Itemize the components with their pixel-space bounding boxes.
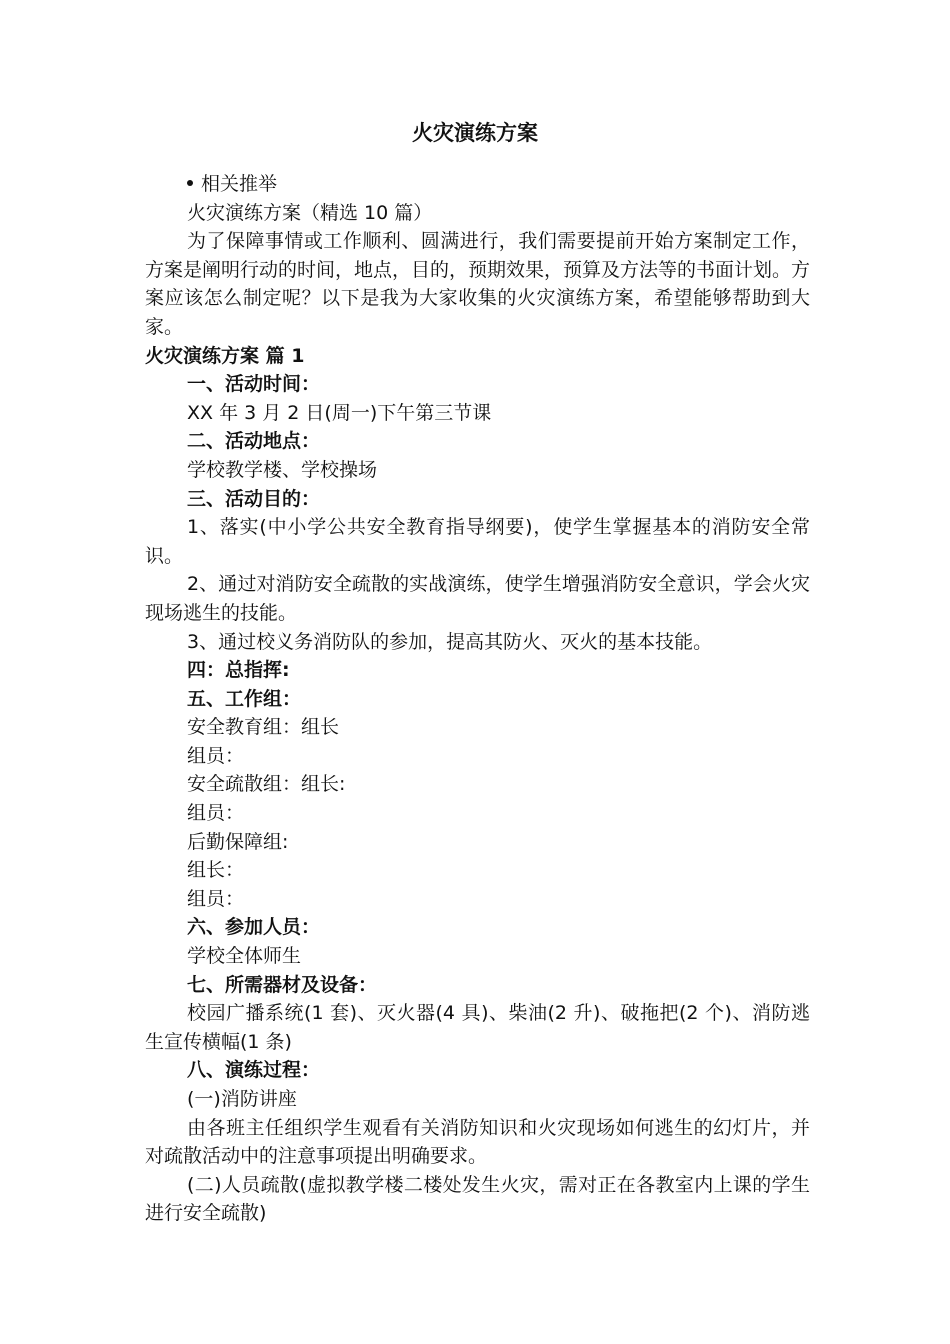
heading-commander: 四：总指挥:: [187, 659, 290, 682]
heading-time: 一、活动时间：: [187, 373, 321, 396]
step-1-title: (一)消防讲座: [187, 1088, 297, 1110]
heading-process: 八、演练过程：: [187, 1059, 321, 1082]
purpose-1: 1、落实(中小学公共安全教育指导纲要)，使学生掌握基本的消防安全常识。: [145, 516, 810, 567]
equipment-list: 校园广播系统(1 套)、灭火器(4 具)、柴油(2 升)、破拖把(2 个)、消防逃生宣传横幅(1 条): [145, 1002, 810, 1053]
step-2-text: (二)人员疏散(虚拟教学楼二楼处发生火灾，需对正在各教室内上课的学生进行安全疏散): [145, 1173, 810, 1225]
subtitle: 火灾演练方案（精选 10 篇）: [187, 201, 433, 224]
related-link[interactable]: [145, 170, 810, 199]
group-education: 安全教育组：组长: [187, 716, 340, 739]
heading-equipment: 七、所需器材及设备：: [187, 973, 378, 996]
bullet-icon: [187, 180, 193, 186]
group-logistics-members: 组员：: [187, 887, 245, 910]
intro-paragraph: 为了保障事情或工作顺利、圆满进行，我们需要提前开始方案制定工作，方案是阐明行动的时间，地点，目的，预期效果，预算及方法等的书面计划。方案应该怎么制定呢？以下是我为大家收集的火灾演练方案，希望能够帮助到大家。: [145, 230, 811, 338]
document-title: 火灾演练方案: [412, 121, 538, 145]
activity-time: XX 年 3 月 2 日(周一)下午第三节课: [187, 401, 492, 424]
heading-participants: 六、参加人员：: [187, 916, 321, 939]
step-1-text: 由各班主任组织学生观看有关消防知识和火灾现场如何逃生的幻灯片，并对疏散活动中的注意事项提出明确要求。: [145, 1116, 810, 1168]
heading-place: 二、活动地点：: [187, 430, 321, 453]
purpose-3: 3、通过校义务消防队的参加，提高其防火、灭火的基本技能。: [187, 630, 713, 653]
group-evacuation: 安全疏散组：组长:: [187, 773, 346, 796]
group-logistics: 后勤保障组:: [187, 830, 289, 853]
heading-workgroups: 五、工作组：: [187, 687, 302, 710]
activity-place: 学校教学楼、学校操场: [187, 458, 378, 481]
document-body: [145, 170, 810, 1228]
section-title: 火灾演练方案 篇 1: [145, 344, 305, 367]
group-logistics-leader: 组长：: [187, 859, 245, 882]
group-evacuation-members: 组员：: [187, 802, 245, 825]
purpose-2: 2、通过对消防安全疏散的实战演练，使学生增强消防安全意识，学会火灾现场逃生的技能。: [145, 573, 810, 624]
participants: 学校全体师生: [187, 945, 302, 968]
group-education-members: 组员：: [187, 744, 245, 767]
related-label: 相关推举: [201, 173, 278, 195]
heading-purpose: 三、活动目的：: [187, 487, 321, 510]
